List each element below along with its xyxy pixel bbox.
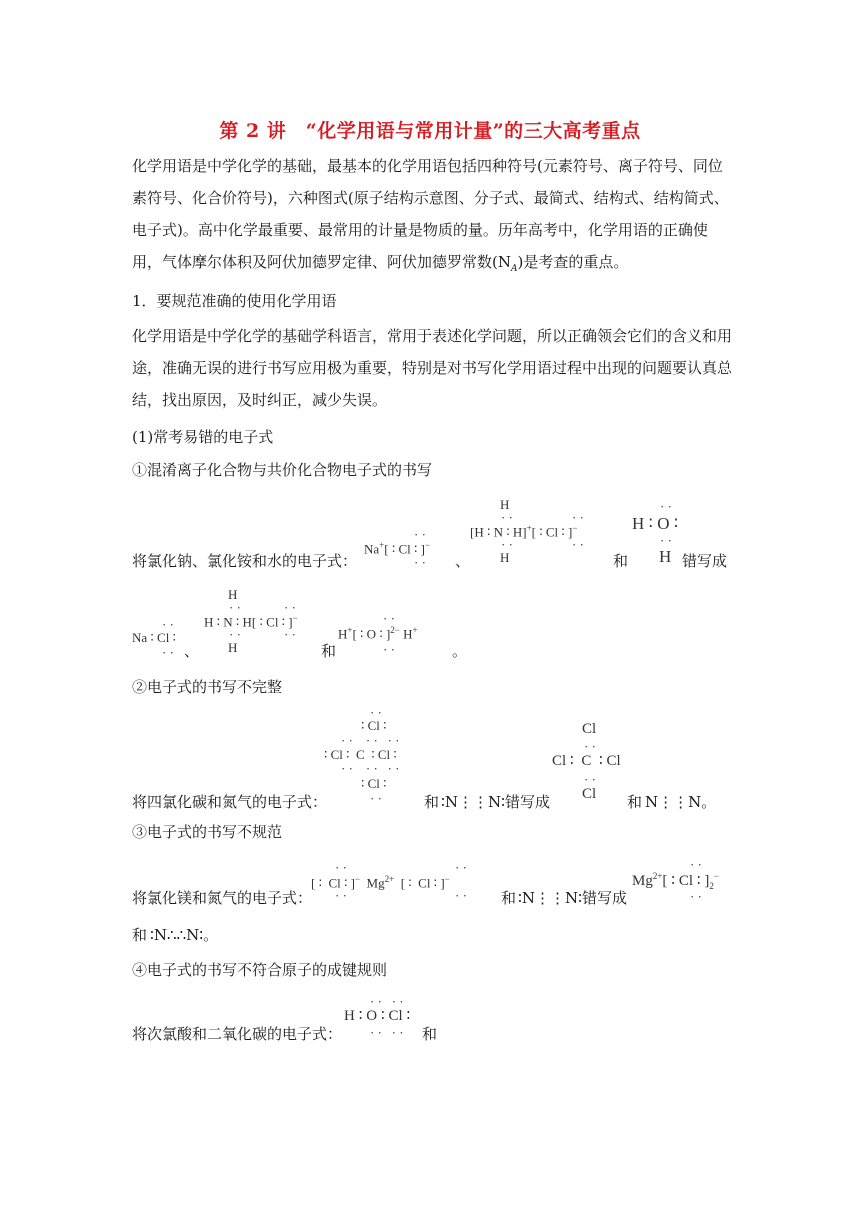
intro-text: 化学用语是中学化学的基础，最基本的化学用语包括四种符号(元素符号、离子符号、同位素符号、化合价符号)，六种图式(原子结构示意图、分子式、最简式、结构式、结构简式、电子式)。高中化学最重要、最常用的计量是物质的量。历年高考中，化学用语的正确使用，气体摩尔体积及阿伏加德罗定律、阿伏加德罗常数(N <box>132 157 729 271</box>
item3-heading: ③电子式的书写不规范 <box>132 823 283 841</box>
section1-paragraph: 化学用语是中学化学的基础学科语言，常用于表述化学问题，所以正确领会它们的含义和用途，准确无误的进行书写应用极为重要，特别是对书写化学用语过程中出现的问题要认真总结，找出原因，及时纠正，减少失误。 <box>132 327 733 409</box>
item1-sep: 、 <box>455 552 471 570</box>
item1-and: 和 <box>613 552 629 570</box>
item3-wrong: 错写成 <box>582 889 628 907</box>
item1-line1: 将氯化钠、氯化铵和水的电子式： <box>132 552 358 570</box>
item1-end: 。 <box>452 642 468 660</box>
intro-end: )是考查的重点。 <box>517 253 629 271</box>
item4-line: 将次氯酸和二氧化碳的电子式： <box>132 1025 343 1043</box>
item2-wrong: 错写成 <box>505 793 551 811</box>
sub-heading-1: (1)常考易错的电子式 <box>132 428 274 446</box>
section1-heading: 1．要规范准确的使用化学用语 <box>132 292 337 310</box>
n2-correct-formula: ∶N⋮⋮N∶ <box>441 793 506 811</box>
n2-correct-formula-2: ∶N⋮⋮N∶ <box>518 889 583 907</box>
item4-and: 和 <box>422 1025 438 1043</box>
item1-sep-2: 、 <box>184 642 200 660</box>
item3-and-2: 和 <box>132 926 148 944</box>
item1-wrong: 错写成 <box>682 552 728 570</box>
item2-heading: ②电子式的书写不完整 <box>132 678 283 696</box>
item3-and: 和 <box>501 889 517 907</box>
item2-line: 将四氯化碳和氮气的电子式： <box>132 793 328 811</box>
intro-subscript: A <box>510 264 518 274</box>
item4-heading: ④电子式的书写不符合原子的成键规则 <box>132 961 388 979</box>
n2-wrong-formula-2: ∶N∴∴N∶。 <box>150 926 219 944</box>
document-page: 第 2 讲 “化学用语与常用计量”的三大高考重点 化学用语是中学化学的基础，最基本的化学用语包括四种符号(元素符号、离子符号、同位素符号、化合价符号)，六种图式(原子结构示意图、分子式、最简式、结构式、结构简式、电子式)。高中化学最重要、最常用的计量是物质的量。历年高考中，化学用语的正确使用，气体摩尔体积及阿伏加德罗定律、阿伏加德罗常数$(N_A)$是考查的重点。 1．要规范准确的使用化学用语 化学用语是中学化学的基础学科语言，常用于表述化学问题，所以正确领会它们的含义和用途，准确无误的进行书写应用极为重要，特别是对书写化学用语过程中出现的问题要认真总结，找出原因，及时纠正，减少失误。 (1)常考易错的电子式 ①混淆离子化合物与共价化合物电子式的书写 将氯化钠、氯化铵和水的电子式： Na+[ ∶ Cl ∶ ]− · · · · 、 H · · [H ∶ N ∶ H]+[ ∶ Cl ∶ ]− · · · · · · H 和 · · H ∶ O ∶ · · H 错写成 · · Na ∶ Cl ∶ · · 、 H · · · · H ∶ N ∶ H[ ∶ Cl ∶ ]− · · · · H 和 · · H+[ ∶ O ∶ ]$^{2-}$ H+ · · 。 ②电子式的书写不完整 将四氯化碳和氮气的电子式： · · ∶ Cl ∶ · · · · · · ∶ Cl ∶ C ∶ Cl ∶ · · · · · · ∶ Cl ∶ · · 和 ∶N⋮⋮N∶ 错写成 Cl · · Cl ∶ C ∶ Cl · · Cl 和 N⋮⋮N。 ③电子式的书写不规范 将氯化镁和氮气的电子式： · · · · [ ∶ Cl ∶ ]− $Mg^{2+}$ [ ∶ Cl ∶ ]− · · · · 和 ∶N⋮⋮N∶ 错写成 · · $Mg^{2+}$[ ∶ Cl ∶ ]$_2^-$ · · 和 ∶N∴∴N∶。 ④电子式的书写不符合原子的成键规则 将次氯酸和二氧化碳的电子式： · · · · H ∶ O ∶ Cl ∶ · · · · 和 <box>0 0 860 1216</box>
n2-wrong-formula: N⋮⋮N。 <box>645 793 717 811</box>
item1-heading: ①混淆离子化合物与共价化合物电子式的书写 <box>132 461 433 479</box>
item1-and-2: 和 <box>321 642 337 660</box>
page-title: 第 2 讲 “化学用语与常用计量”的三大高考重点 <box>219 120 641 142</box>
intro-paragraph <box>132 150 732 285</box>
item2-and-2: 和 <box>627 793 643 811</box>
item2-and: 和 <box>424 793 440 811</box>
item3-line: 将氯化镁和氮气的电子式： <box>132 889 313 907</box>
